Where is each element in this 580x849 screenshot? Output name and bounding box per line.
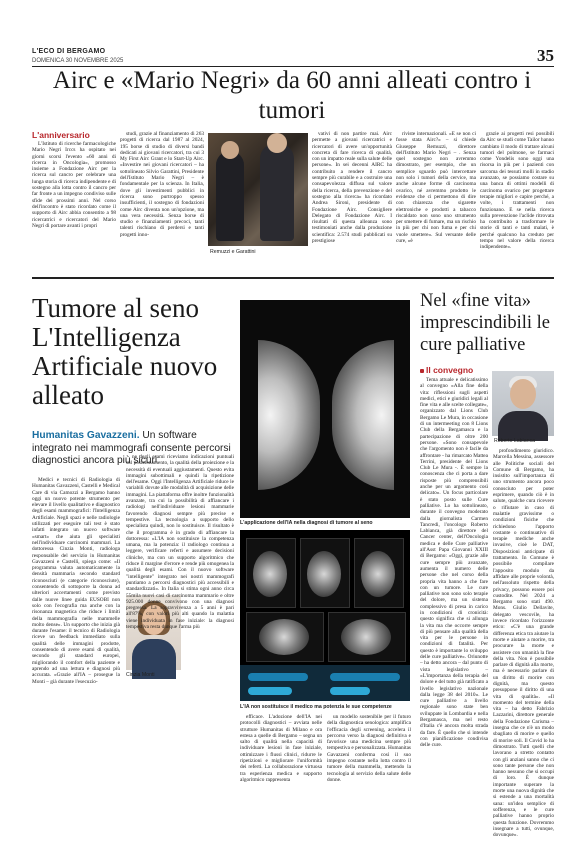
- portrait2-caption: Roberto Labianca: [494, 438, 535, 444]
- article2-deck-text: Un software integrato nei mammografi consente percorsi diagnostici ancora più sicuri: [32, 430, 231, 466]
- article1-photo: [208, 133, 308, 246]
- article2-col4: un modello sostenibile per il futuro della diagnostica senologica: amplifica l'efficacia degli screening, accelera il percorso verso la diagnosi definitiva e favorisce una medicina sempre più tempestiva e personalizzata. Humanitas Gavazzeni conferma così il suo impegno costante nella lotta contro il tumore della mammella, mettendo la tecnologia al servizio della salute delle donne.: [327, 714, 411, 783]
- article1-col2: studi, grazie al finanziamento di 263 progetti di ricerca dal 1987 al 2024, 195 borse di studio di diversi bandi dedicati ai giovani ricercatori, tra cui 3 My First Airc Grant e lo Start-Up Airc. «Investire nei giovani ricercatori – ha sottolineato Silvio Garattini, Presidente dell'Istituto Mario Negri – è fondamentale per la scienza. In Italia, dove gli investimenti pubblici in ricerca sono purtroppo spesso insufficienti, il sostegno di fondazioni come Airc diventa non un'opzione, ma una vera necessità. Senza borse di studio e finanziamenti precoci, tanti talenti rischiano di perdersi e tanti progetti inno-: [120, 131, 204, 238]
- article2-col2: ne degli esami riceviamo indicazioni puntuali sul posizionamento, la qualità della proiezione e la necessità di eventuali aggiustamenti. Questo evita immagini subottimali e quindi la ripetizione dell'esame. Oggi l'Intelligenza Artificiale riduce le variabili dovute alle modalità di acquisizione delle immagini. La piattaforma offre inoltre funzionalità avanzate, tra cui la possibilità di affiancare i radiologi nell'individuare lesioni mammarie favorendo diagnosi sempre più precise e tempestive. La tecnologia a supporto dello specialista quindi, non lo sostituisce. Il risultato è che il programma è in grado di affiancare la dottoressa: «L'IA non sostituisce la competenza umana, ma la potenzia: il radiologo continua a leggere, verificare referti e assumere decisioni cliniche, ma con un supporto algoritmico che riduce il margine d'errore e rende più omogenea la qualità degli esami. Con il nuovo software "intelligente" integrato nei nostri mammografi puntiamo a percorsi diagnostici più accessibili e standardizzati». In Italia si stima ogni anno circa 55mila nuovi casi di carcinoma mammario e oltre 925.000 donne convivono con una diagnosi pregressa. La sopravvivenza a 5 anni è pari all'87%, con valori più alti quando la malattia viene individuata in fase iniziale: la diagnosi tempestiva resta dunque l'arma più: [126, 454, 234, 631]
- article2-col3: efficace. L'adozione dell'IA nei protocolli diagnostici – avviata nelle strutture Humanitas di Milano e ora estesa a quelle di Bergamo – segna un salto di qualità nella capacità di individuare lesioni in fase iniziale, ottimizzare i flussi clinici, ridurre le ripetizioni e migliorare l'uniformità dei referti. La collaborazione virtuosa tra esperienza medica e supporto algoritmico rappresenta: [240, 714, 322, 783]
- section-rule: [32, 277, 554, 279]
- article1-col1: L'Istituto di ricerche farmacologiche Mario Negri Irccs ha ospitato nei giorni scorsi l'evento «60 anni di ricerca in Oncologia», promosso insieme a Fondazione Airc per la ricerca sul cancro per celebrare una lunga storia di ricerca indipendente e di sostegno alla lotta contro il cancro per far fronte a un impegno condiviso sulle sfide dei prossimi anni. Nel corso dell'incontro è stato ricordato come il supporto di Airc abbia consentito a 98 ricercatrici e ricercatori del Mario Negri di portare avanti i propri: [32, 141, 116, 229]
- article3-kicker: Il convegno: [420, 365, 473, 375]
- article1-col5: grazie ai progetti resi possibili da Airc se studi come Tailor hanno cambiato il modo di trattare alcuni tumori del polmone, se farmaci come Yondelis sono oggi una risorsa in più per i pazienti con sarcoma dei tessuti molli in stadio avanzato, se possiamo costare su una banca di ottimi modelli di carcinoma ovarico per progettare terapie migliori e capire perché, a volte, i trattamenti non funzionano. E se nella ricerca sulla prevenzione l'aclide ritrovata ha contribuito a trasformare le storie di tanti e tanti malati, è perché qualcuno ha creduto per tempo nel valore della ricerca indipendente».: [480, 131, 554, 251]
- screen-caption: L'IA non sostituisce il medico ma potenzia le sue competenze: [240, 704, 392, 710]
- article1-photo-caption: Remuzzi e Garattini: [210, 249, 256, 255]
- article1-kicker: L'anniversario: [32, 130, 90, 140]
- article1-col4: riviste internazionali. «E se non ci fosse stata Airc?» – si chiede Giuseppe Remuzzi, direttore dell'Istituto Mario Negri – . Senza quel sostegno non avremmo dimostrato, per esempio, che un semplice sguardo può intercettare non solo i tumori della cervice, ma anche alcune forme di carcinoma ovarico, né avremmo prodotto le evidenze che ci permettono di dire con chiarezza che sigarette elettroniche e prodotti a tabacco riscaldato non sono uno strumento per smettere di fumare, ma un rischio in più per chi non fuma e per chi vuole smettere». Sul versante delle cure, «è: [396, 131, 476, 245]
- ai-interface-bar: [240, 665, 410, 701]
- masthead-title: L'ECO DI BERGAMO: [32, 48, 106, 55]
- page-number: 35: [537, 46, 554, 65]
- article3-headline: Nel «fine vita» imprescindibili le cure palliative: [420, 291, 550, 355]
- mammogram-caption: L'applicazione dell'IA nella diagnosi di tumore al seno: [240, 520, 373, 526]
- article2-col1: Medici e tecnici di Radiologia di Humanitas Gavazzeni, Castelli e Medical Care di via Camozzi a Bergamo hanno oggi un nuovo potente strumento per elevare il livello qualitativo e diagnostico degli esami mammografici: l'Intelligenza Artificiale. Negli spazi e nelle radiologie utilizzati per eseguire tali test è stato infatti integrato un nuovo software «smart» che aiuta gli specialisti nell'individuare carcinomi mammari. La dottoressa Cinzia Monti, radiologa responsabile del servizio in Humanitas Gavazzeni e Castelli, spiega come: «Il programma valuta automaticamente la densità mammaria secondo standard riconosciuti (e categorie riconosciute), consentendo di sottoporre la donna ad ulteriori accertamenti come previsto dalle nuove linee guida EUSOBI non solo con l'ecografia ma anche con la risonanza magnetica che riduce i limiti della mammografia nelle mammelle molto dense». Un supporto che inizia già durante l'esame: il tecnico di Radiologia riceve un feedback immediato sulla qualità delle immagini prodotte, consentendo di avere esami di qualità, secondo gli standard europei, migliorando il comfort della paziente e aprendo ad una lettura e diagnosi più accurata. «Grazie all'IA – prosegue la Monti – già durante l'esecuzio-: [32, 477, 120, 685]
- article2-deck-kicker: Humanitas Gavazzeni.: [32, 430, 140, 441]
- article1-col3: vativi di non partire mai. Airc permette a giovani ricercatrici e ricercatori di avere un'opportunità concreta di fare ricerca di qualità, con un impatto reale sulla salute delle persone». In sei decenni AIRC ha contribuito a rendere il cancro sempre più curabile e a costruire una consapevolezza diffusa sul valore della ricerca, della prevenzione e del sostegno alla ricerca» ha ricordato Andrea Sironi, presidente di Fondazione Airc. Consigliere Delegato di Fondazione Airc. I risultati di questa alleanza sono testimoniati anche dalla produzione scientifica: 2.574 studi pubblicati su prestigiose: [312, 131, 393, 245]
- dateline: DOMENICA 30 NOVEMBRE 2025: [32, 58, 124, 64]
- article3-col1: Tema attuale e delicatissimo al convegno «Alla fine della vita: riflessioni sugli aspetti medici, etici e giuridici legali al fine vita e alle scelte collegate», organizzato dal Lions Club Bergamo Le Mura, in occasione di un intermeeting con 8 Lions Club della Bergamasca e la partecipazione di oltre 200 persone. «Sono consapevole che l'argomento non è facile da affrontare - ha rimarcato Mattea Terrini, presidente del Lions Club Le Mura -. È sempre la conoscenza che ci porta a dare risposte più comprensibili anche per un argomento così delicato». Un focus particolare è stato posto sulle Cure palliative. Lo ha sottolineato, durante il convegno moderato dalla giornalista Carmen Tancredi, l'oncologo Roberto Labianca, già direttore del Cancer center, dell'Oncologia medica e delle Cure palliative all'Asst Papa Giovanni XXIII di Bergamo: «Oggi, grazie alle cure sempre più avanzate, aumenta il numero delle persone che nel corso della propria vita hanno a che fare con un tumore. Le cure palliative non sono solo terapie del dolore, ma un sistema complessivo di presa in carico in condizioni di cronicità: questo significa che si allunga la vita ma che occorre sempre di più pensare alla qualità della vita per le persone in condizioni di fatalità. Per questo è importante lo sviluppo delle cure palliative». Oriunotte – ha detto ancora – dal punto di vista legislativo – «L'importanza della terapia del dolore e del tutto già ratificato a livello legislativo nazionale dalla legge 38 del 2010». Le cure palliative a livello regionale sono state ben sviluppate in Lombardia e nella Bergamasca, ma nel resto d'Italia c'è ancora molta strada da fare. È quello che si intende con pianificazione condivisa delle cure.: [420, 377, 489, 749]
- portrait1-caption: Cinzia Monti: [126, 672, 155, 678]
- article2-headline: Tumore al seno L'Intelligenza Artificiale nuovo alleato: [32, 293, 218, 410]
- article1-headline: Airc e «Mario Negri» da 60 anni alleati contro i tumori: [52, 67, 532, 124]
- roberto-labianca-photo: [492, 371, 554, 436]
- mammogram-image: [240, 300, 410, 518]
- article3-col2: profondimento giuridico. Marcella Messina, assessore alle Politiche sociali del Comune di Bergamo, ha insistito sull'importanza di uno strumento ancora poco conosciuto per poter esprimere, quando ciò è in salute, qualche cura ricevere o rifiutare in caso di malattie gravissime o condizioni fisiche che richiedono l'apporto costante o continuativo di terapie mediche anche invasive, cioè le DAT, Disposizioni anticipate di trattamento. In Comune è possibile compilare l'apposito modulo da affidare alle proprie volontà, nell'assoluto rispetto della privacy, possono essere poi custodite. Nel 2024 a Bergamo sono stati 490. Mons. Giulio Dellavite, delegato vescovile, ha invece ricordato l'orizzonte etico: «C'è una grande differenza etica tra aiutare la morte e aiutare a morire, tra procurare la morte e assistere con umanità la fine della vita. Non è possibile parlare di dignità alla morte, ma è necessario parlare di un diritto di morire con dignità, ma questo presuppone il diritto di una vita di qualità». «Il momento del termine della vita – ha detto Fabrizio Lazzarini, direttore generale della Fondazione Carisma – insegna che ce n'è un modo sbagliato di morire e quello di morire soli. Il Covid lo ha dimostrato. Tutti quelli che lavorano a stretto contatto con gli anziani sanno che ci sono tante persone che non hanno nessuno che si occupi di loro. È dunque importante superare la morte una nuova dignità che si estende a una mortalità sana: un'idea semplice di sofferenza, e le cure palliative hanno proprio questa funzione. Dovremmo insegnare a tutti, ovunque, dovunque».: [493, 448, 554, 839]
